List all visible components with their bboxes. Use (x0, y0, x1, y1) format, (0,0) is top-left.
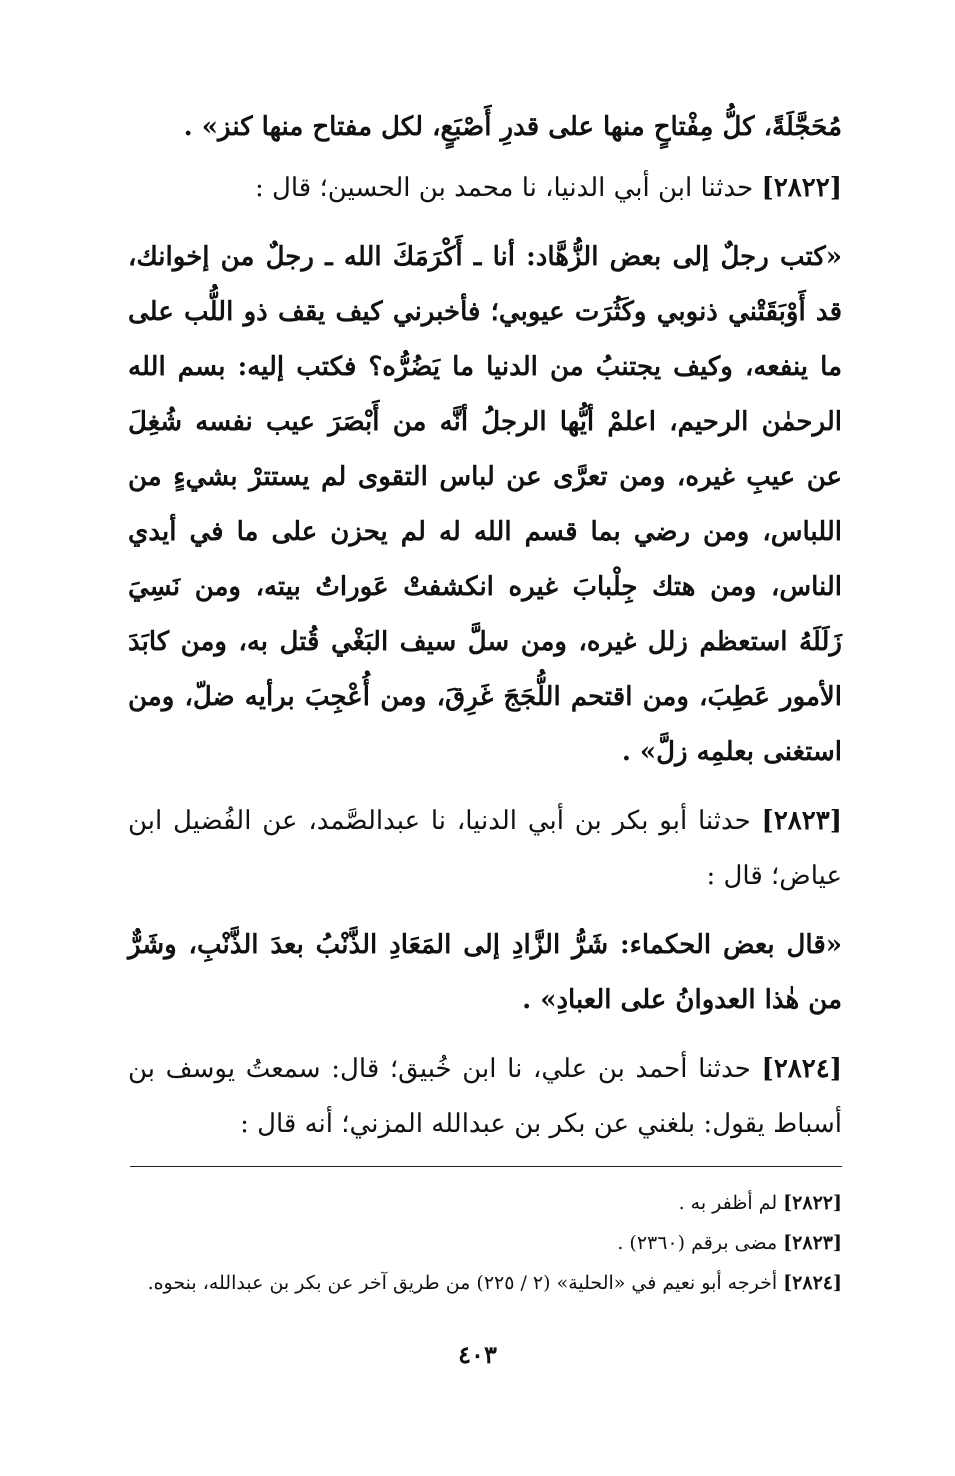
footnote-number: [٢٨٢٣] (783, 1232, 842, 1254)
paragraph-text: «قال بعض الحكماء: شَرُّ الزَّادِ إلى المَعَادِ الذَّنْبُ بعدَ الذَّنْبِ، وشَرٌّ من هٰذا العدوانُ على العبادِ» . (128, 930, 842, 1015)
paragraph-text: «كتب رجلٌ إلى بعض الزُّهَّاد: أنا ـ أَكْرَمَكَ الله ـ رجلٌ من إخوانك، قد أَوْبَقَتْني ذنوبي وكَثُرَت عيوبي؛ فأخبرني كيف يقف ذو اللُّب على ما ينفعه، وكيف يجتنبُ من الدنيا ما يَضُرُّه؟ فكتب إليه: بسم الله الرحمٰن الرحيم، اعلمْ أيُّها الرجلُ أنَّه من أَبْصَرَ عيب نفسه شُغِلَ عن عيبِ غيره، ومن تعرَّى عن لباس التقوى لم يستترْ بشيءٍ من اللباس، ومن رضي بما قسم الله له لم يحزن على ما في أيدي الناس، ومن هتك جِلْبابَ غيره انكشفتْ عَوراتُ بيته، ومن نَسِيَ زَلَلَهُ استعظم زلل غيره، ومن سلَّ سيف البَغْي قُتل به، ومن كابَدَ الأمور عَطِبَ، ومن اقتحم اللُّجَجَ غَرِقَ، ومن أُعْجِبَ برأيه ضلّ، ومن استغنى بعلمِه زلَّ» . (128, 242, 842, 767)
hadith-2822-text (128, 230, 842, 780)
paragraph-text: حدثنا أحمد بن علي، نا ابن خُبيق؛ قال: سمعتُ يوسف بن أسباط يقول: بلغني عن بكر بن عبدالله المزني؛ أنه قال : (128, 1054, 842, 1139)
paragraph-text: حدثنا أبو بكر بن أبي الدنيا، نا عبدالصَّمد، عن الفُضيل ابن عياض؛ قال : (128, 806, 842, 891)
footnote-divider (130, 1166, 842, 1167)
footnote-number: [٢٨٢٢] (783, 1192, 842, 1214)
hadith-2823-text (128, 918, 842, 1028)
hadith-2822-isnad (128, 161, 842, 216)
page-body (128, 100, 842, 1303)
hadith-2823-isnad (128, 794, 842, 904)
footnote-number: [٢٨٢٤] (783, 1272, 842, 1294)
footnote-text: أخرجه أبو نعيم في «الحلية» (٢ / ٢٢٥) من طريق آخر عن بكر بن عبدالله، بنحوه. (147, 1272, 778, 1294)
hadith-number: [٢٨٢٤] (761, 1054, 842, 1084)
paragraph-text: حدثنا ابن أبي الدنيا، نا محمد بن الحسين؛ قال : (254, 173, 754, 203)
quote-continuation (128, 100, 842, 155)
footnote-2824 (128, 1263, 842, 1303)
hadith-number: [٢٨٢٣] (761, 806, 842, 836)
hadith-2824-isnad (128, 1042, 842, 1152)
hadith-number: [٢٨٢٢] (761, 173, 842, 203)
footnote-text: مضى برقم (٢٣٦٠) . (617, 1232, 778, 1254)
paragraph-text: مُحَجَّلَةً، كلُّ مِفْتاحٍ منها على قدرِ أَصْبَعٍ، لكل مفتاح منها كنز» . (183, 112, 842, 142)
footnote-2822 (128, 1183, 842, 1223)
footnote-text: لم أظفر به . (678, 1192, 778, 1214)
footnote-2823 (128, 1223, 842, 1263)
page-number: ٤٠٣ (458, 1340, 497, 1369)
